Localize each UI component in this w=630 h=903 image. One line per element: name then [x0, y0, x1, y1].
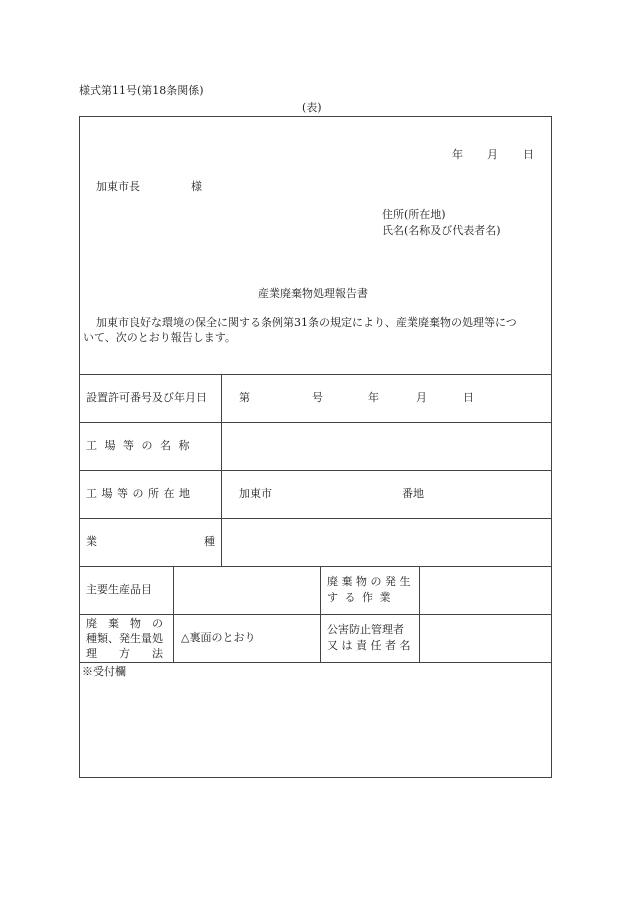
factory-name-label: 工 場 等 の 名 称: [86, 439, 190, 452]
manager-label-line-1: 公害防止管理者: [327, 623, 404, 636]
permit-input[interactable]: [222, 375, 550, 421]
address-label: 住所(所在地): [382, 208, 446, 221]
form-number: 様式第11号(第18条関係): [79, 84, 204, 97]
industry-label-left: 業: [86, 535, 97, 548]
manager-input[interactable]: [420, 615, 550, 661]
process-label-line-2: す る 作 業: [327, 591, 391, 604]
body-line-1: 加東市良好な環境の保全に関する条例第31条の規定により、産業廃棄物の処理等につ: [96, 316, 517, 329]
factory-location-input[interactable]: [222, 471, 550, 517]
factory-name-input[interactable]: [222, 423, 550, 469]
date-month-label: 月: [487, 148, 498, 161]
products-input[interactable]: [174, 567, 319, 613]
products-label: 主要生産品目: [86, 583, 152, 596]
industry-label-right: 種: [204, 535, 215, 548]
report-title: 産業廃棄物処理報告書: [258, 287, 368, 300]
permit-label: 設置許可番号及び年月日: [86, 391, 207, 404]
reception-area: [80, 680, 550, 775]
factory-location-label: 工 場 等 の 所 在 地: [86, 487, 190, 500]
name-label: 氏名(名称及び代表者名): [382, 224, 501, 237]
reception-label: ※受付欄: [82, 665, 126, 678]
factory-location-banchi: 番地: [402, 487, 424, 500]
addressee: 加東市長: [96, 180, 140, 193]
body-line-2: いて、次のとおり報告します。: [83, 331, 236, 344]
industry-input[interactable]: [222, 519, 550, 565]
permit-dai: 第: [239, 391, 250, 404]
waste-label-line-1: 廃 棄 物 の: [86, 617, 163, 630]
honorific: 様: [191, 180, 202, 193]
manager-label-line-2: 又 は 責 任 者 名: [327, 639, 411, 652]
permit-day: 日: [463, 391, 474, 404]
process-input[interactable]: [420, 567, 550, 613]
waste-value: △裏面のとおり: [181, 631, 256, 644]
waste-label-line-2: 種類、発生量処: [86, 632, 163, 645]
factory-location-city: 加東市: [239, 487, 272, 500]
permit-year: 年: [368, 391, 379, 404]
side-label: (表): [302, 101, 322, 114]
date-year-label: 年: [452, 148, 463, 161]
permit-go: 号: [312, 391, 323, 404]
permit-month: 月: [416, 391, 427, 404]
date-day-label: 日: [523, 148, 534, 161]
waste-label-line-3: 理 方 法: [86, 647, 163, 660]
process-label-line-1: 廃 棄 物 の 発 生: [327, 575, 411, 588]
